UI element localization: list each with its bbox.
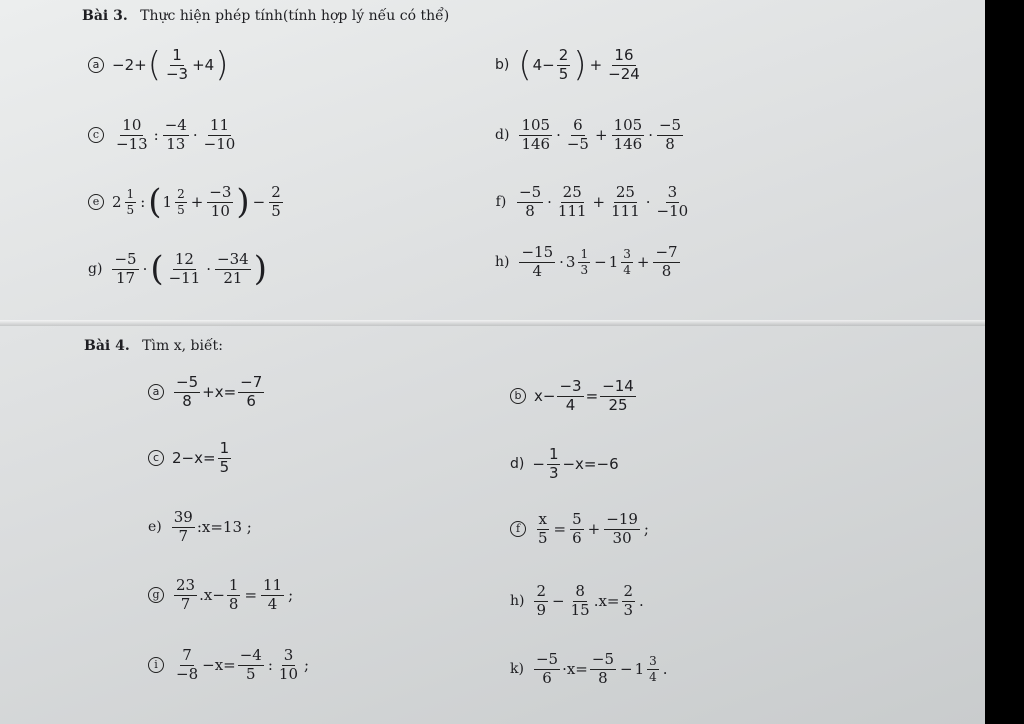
operator: . <box>639 592 644 611</box>
expr-text: −x=−6 <box>562 455 619 474</box>
problem-label: k) <box>510 661 524 678</box>
problem-3f <box>495 185 692 220</box>
operator: · <box>648 126 653 145</box>
fraction: $\frac{-5}{8}$ <box>591 650 614 687</box>
expr-text: = <box>585 387 599 406</box>
fraction: $\frac{25}{111}$ <box>611 183 640 220</box>
expr-text: .x= <box>593 592 620 611</box>
fraction: $\frac{1}{-3}$ <box>165 46 189 83</box>
paren-close: ) <box>236 182 250 223</box>
problem-3h <box>495 245 682 280</box>
problem-3d <box>495 118 685 153</box>
fraction: $\frac{12}{-11}$ <box>168 250 201 287</box>
fraction: $\frac{-5}{8}$ <box>658 116 682 153</box>
operator: · <box>559 253 564 272</box>
exercise-4-title: Bài 4. <box>84 338 130 354</box>
operator: · <box>142 260 148 279</box>
fraction: $\frac{-7}{6}$ <box>240 373 263 410</box>
paper-fold <box>0 320 985 326</box>
expr-text: −2+ <box>112 56 147 75</box>
fraction: $\frac{23}{7}$ <box>176 576 196 613</box>
expr-text: :x=13 ; <box>196 518 252 537</box>
operator: : <box>153 126 159 145</box>
problem-4i <box>148 648 311 683</box>
expr-text: x− <box>534 387 556 406</box>
expr-text: .x− <box>199 586 225 605</box>
fraction: $\frac{x}{5}$ <box>538 510 548 547</box>
problem-label: a <box>88 57 104 73</box>
problem-label: a <box>148 384 164 400</box>
mixed-number: 3 $\frac{1}{3}$ <box>565 247 589 277</box>
expr-text: 2−x= <box>172 449 216 468</box>
fraction: $\frac{2}{5}$ <box>271 183 281 220</box>
fraction: $\frac{105}{146}$ <box>613 116 643 153</box>
operator: − <box>552 592 565 611</box>
operator: : <box>140 193 146 212</box>
mixed-number: 1 $\frac{2}{5}$ <box>162 187 185 217</box>
operator: · <box>547 193 552 212</box>
fraction: $\frac{1}{5}$ <box>219 439 230 476</box>
operator: + <box>592 193 606 212</box>
fraction: $\frac{-4}{5}$ <box>239 646 262 683</box>
exercise-4-instruction: Tìm x, biết: <box>142 338 223 354</box>
expr-text: +x= <box>202 383 237 402</box>
paren-open: ( <box>148 182 162 223</box>
problem-4h <box>510 584 646 619</box>
problem-3e <box>88 182 285 223</box>
operator: + <box>589 56 603 75</box>
fraction: $\frac{25}{111}$ <box>557 183 587 220</box>
fraction: $\frac{-5}{8}$ <box>176 373 199 410</box>
expr-text: ·x= <box>562 660 588 679</box>
fraction: $\frac{39}{7}$ <box>173 508 193 545</box>
expr-text: −x= <box>202 656 236 675</box>
mixed-number: 1 $\frac{3}{4}$ <box>608 247 631 277</box>
exercise-4-header <box>84 338 223 354</box>
problem-label: d) <box>495 127 510 144</box>
fraction: $\frac{2}{3}$ <box>623 582 634 619</box>
fraction: $\frac{-7}{8}$ <box>655 243 678 280</box>
fraction: $\frac{2}{5}$ <box>558 46 569 83</box>
problem-label: h) <box>495 254 510 271</box>
expr-text: 4− <box>532 56 555 75</box>
expr-text: +4 <box>192 56 215 75</box>
paren-open: ( <box>518 45 532 86</box>
operator: = <box>553 520 567 539</box>
paren-close: ) <box>215 45 229 86</box>
problem-label: c <box>148 450 164 466</box>
problem-label: e <box>88 194 104 210</box>
problem-3b <box>495 45 644 86</box>
fraction: $\frac{11}{4}$ <box>263 576 283 613</box>
fraction: $\frac{10}{-13}$ <box>116 116 148 153</box>
fraction: $\frac{-5}{17}$ <box>114 250 137 287</box>
fraction: $\frac{3}{10}$ <box>278 646 299 683</box>
problem-label: g <box>148 587 164 603</box>
operator: · <box>192 126 198 145</box>
problem-4f <box>510 512 651 547</box>
problem-4a <box>148 375 266 410</box>
fraction: $\frac{11}{-10}$ <box>203 116 236 153</box>
problem-label: b <box>510 388 526 404</box>
problem-3g <box>88 249 268 290</box>
problem-label: i <box>148 657 164 673</box>
fraction: $\frac{-15}{4}$ <box>521 243 554 280</box>
operator: . <box>662 660 668 679</box>
paren-open: ( <box>150 249 164 290</box>
problem-4c <box>148 441 233 476</box>
problem-label: f <box>510 521 526 537</box>
problem-3a <box>88 45 229 86</box>
fraction: $\frac{3}{-10}$ <box>656 183 689 220</box>
operator: − <box>252 193 266 212</box>
problem-label: e) <box>148 519 162 536</box>
mixed-number: 2 $\frac{1}{5}$ <box>112 187 135 217</box>
expr-text: − <box>532 455 545 474</box>
problem-4k <box>510 652 670 687</box>
operator: − <box>620 660 633 679</box>
fraction: $\frac{1}{3}$ <box>548 445 559 482</box>
problem-4e <box>148 510 252 545</box>
paren-open: ( <box>147 45 161 86</box>
operator: ; <box>288 586 294 605</box>
operator: · <box>645 193 651 212</box>
paren-close: ) <box>253 249 267 290</box>
fraction: $\frac{5}{6}$ <box>572 510 582 547</box>
fraction: $\frac{6}{-5}$ <box>566 116 589 153</box>
mixed-number: 1 $\frac{3}{4}$ <box>634 654 657 684</box>
paren-close: ) <box>573 45 587 86</box>
problem-label: b) <box>495 57 510 74</box>
problem-label: d) <box>510 456 525 473</box>
fraction: $\frac{-3}{10}$ <box>209 183 232 220</box>
fraction: $\frac{-3}{4}$ <box>559 377 582 414</box>
fraction: $\frac{7}{-8}$ <box>176 646 199 683</box>
operator: + <box>587 520 601 539</box>
fraction: $\frac{105}{146}$ <box>521 116 551 153</box>
exercise-3-title: Bài 3. <box>82 8 128 24</box>
operator: + <box>190 193 204 212</box>
operator: ; <box>643 520 649 539</box>
problem-4g <box>148 578 295 613</box>
fraction: $\frac{-14}{25}$ <box>602 377 634 414</box>
fraction: $\frac{2}{9}$ <box>536 582 547 619</box>
operator: · <box>556 126 561 145</box>
problem-label: c <box>88 127 104 143</box>
problem-label: f) <box>495 194 507 211</box>
operator: ; <box>304 656 310 675</box>
operator: = <box>244 586 258 605</box>
fraction: $\frac{-19}{30}$ <box>606 510 638 547</box>
problem-label: h) <box>510 593 525 610</box>
operator: · <box>206 260 212 279</box>
fraction: $\frac{-4}{13}$ <box>164 116 187 153</box>
exercise-3-instruction: Thực hiện phép tính(tính hợp lý nếu có thể) <box>140 8 450 24</box>
operator: + <box>636 253 650 272</box>
problem-4b <box>510 379 638 414</box>
fraction: $\frac{1}{8}$ <box>228 576 239 613</box>
problem-4d <box>510 447 619 482</box>
fraction: $\frac{-34}{21}$ <box>217 250 249 287</box>
problem-3c <box>88 118 239 153</box>
operator: + <box>594 126 608 145</box>
fraction: $\frac{-5}{6}$ <box>535 650 559 687</box>
operator: − <box>594 253 607 272</box>
fraction: $\frac{16}{-24}$ <box>608 46 640 83</box>
fraction: $\frac{8}{15}$ <box>570 582 590 619</box>
operator: : <box>267 656 273 675</box>
fraction: $\frac{-5}{8}$ <box>519 183 542 220</box>
exercise-3-header <box>82 8 449 24</box>
problem-label: g) <box>88 261 103 278</box>
